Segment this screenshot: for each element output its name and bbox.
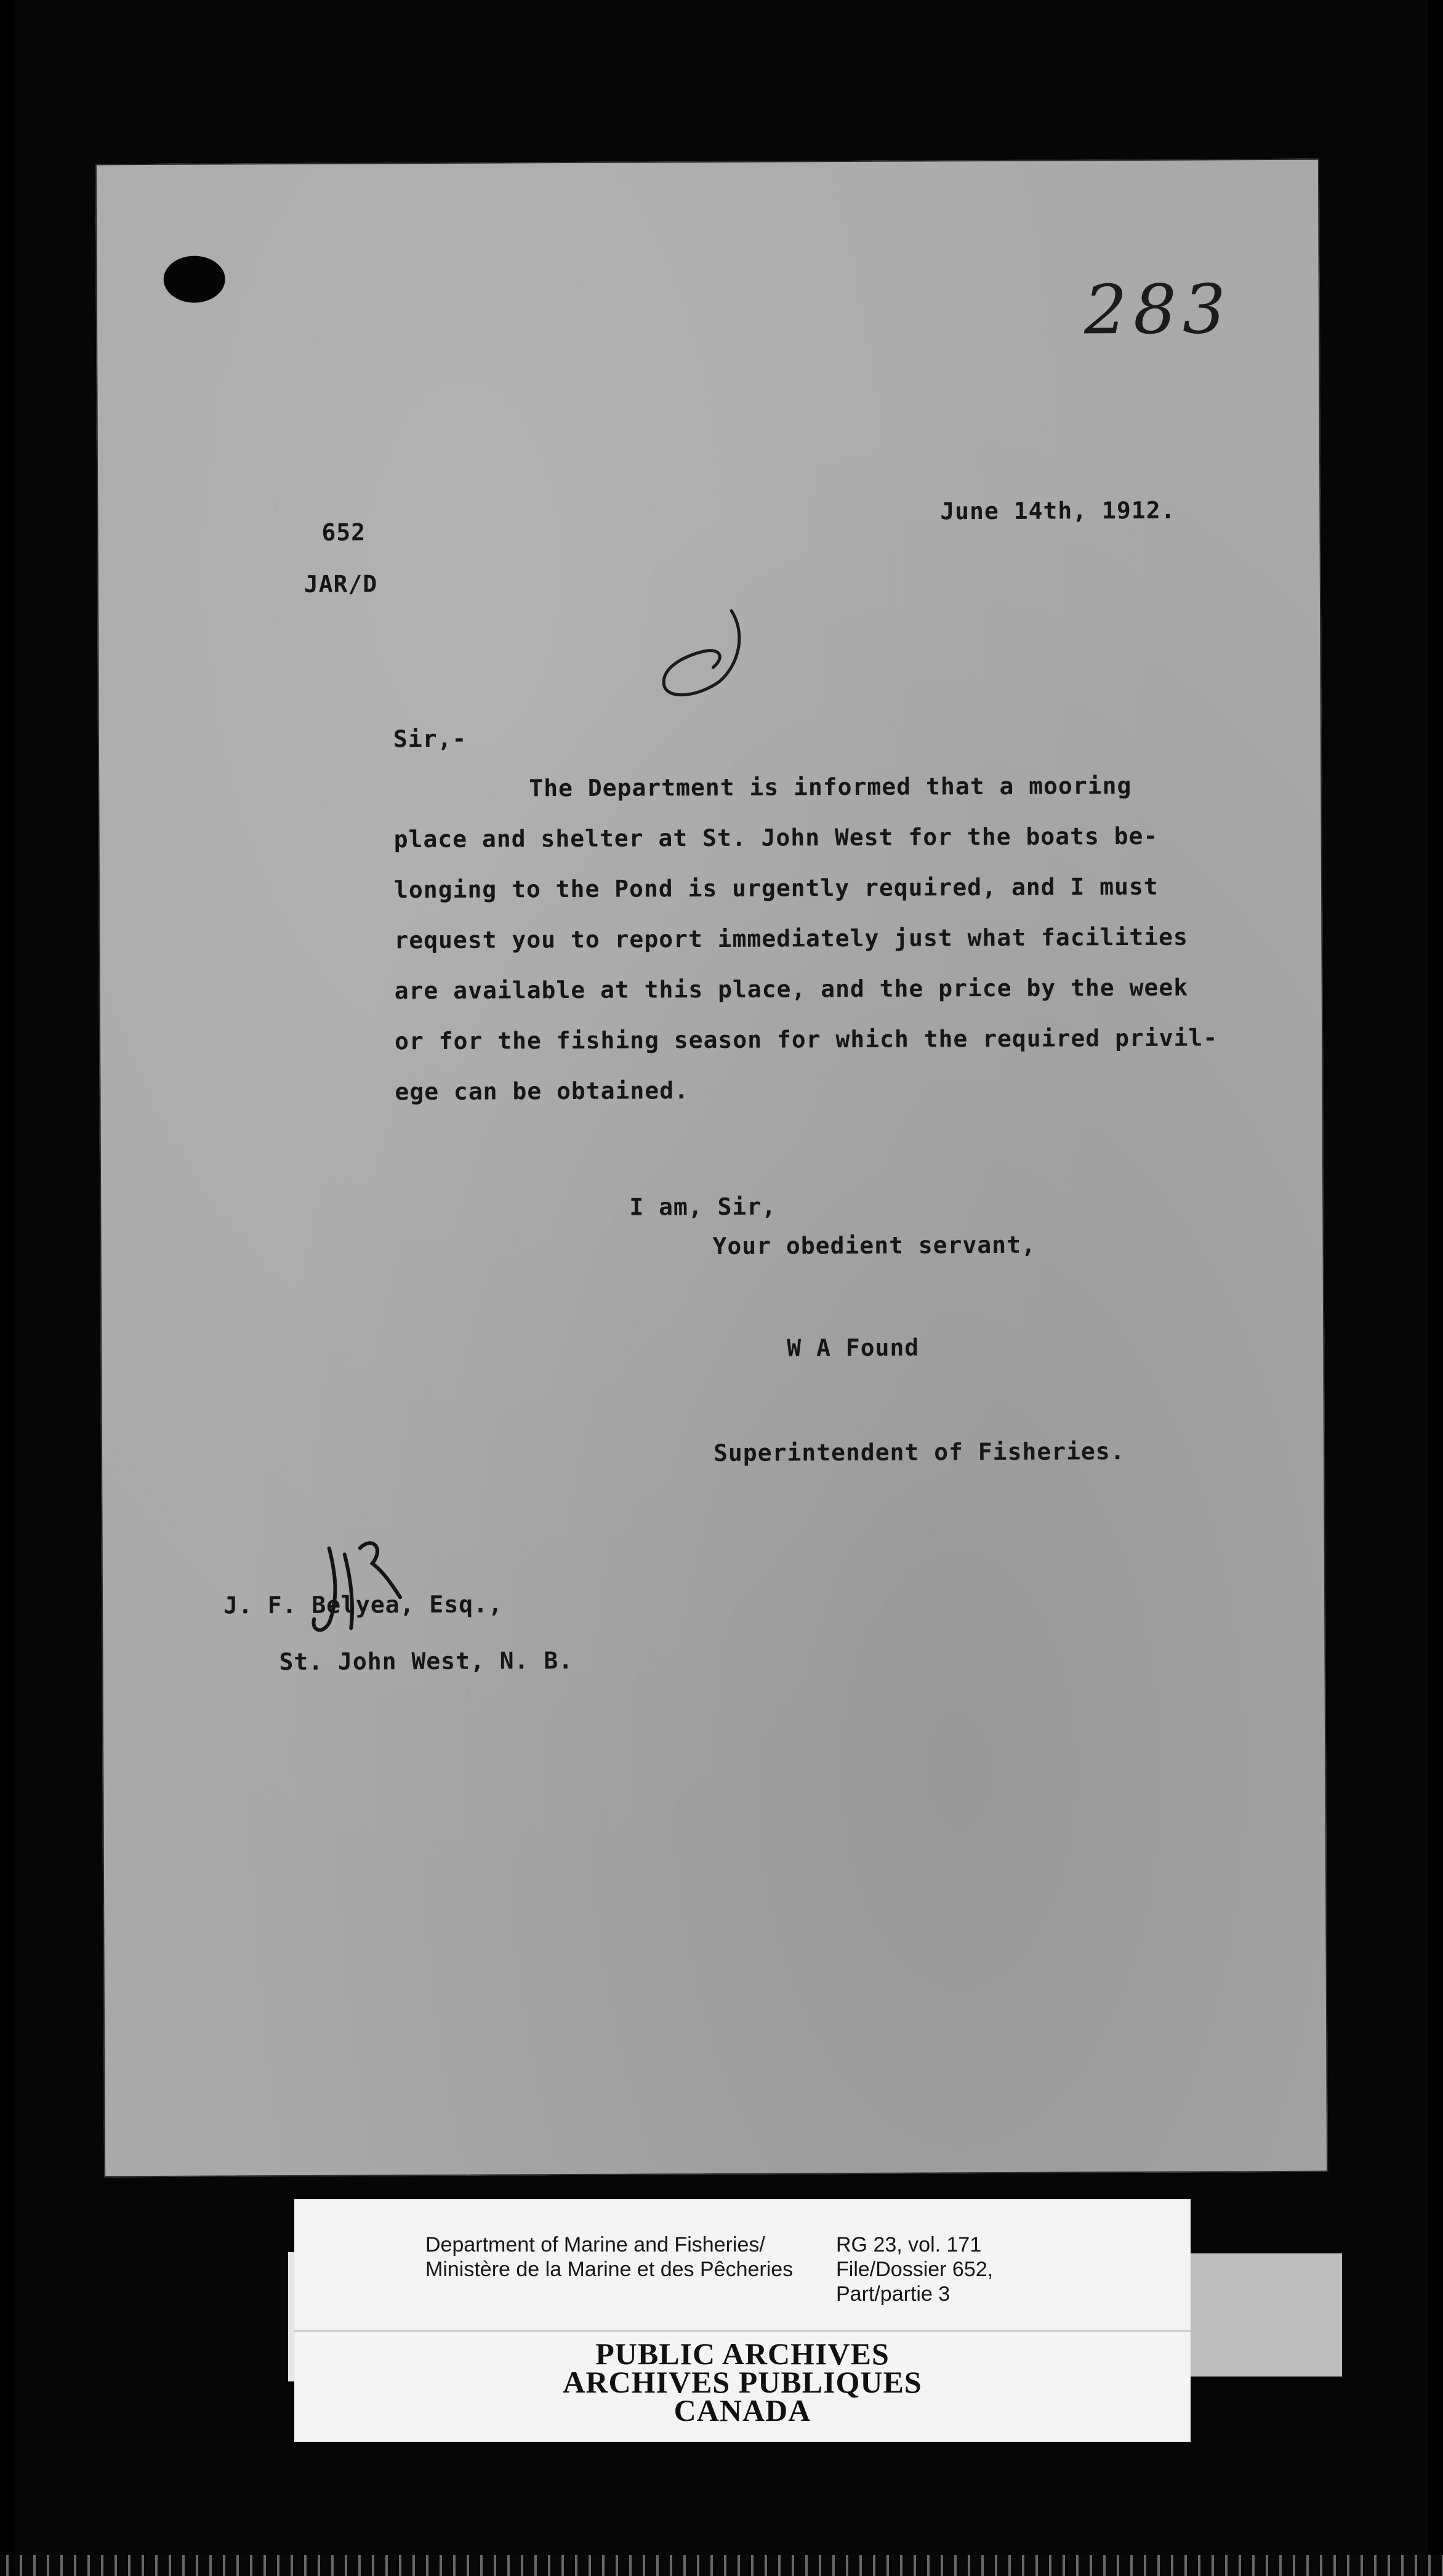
signature: W A Found [787, 1334, 920, 1362]
salutation: Sir,- [393, 725, 467, 753]
body-line: are available at this place, and the price by the week [394, 973, 1189, 1005]
department-en: Department of Marine and Fisheries/ [425, 2233, 765, 2256]
archive-label [294, 2199, 1191, 2442]
body-line: or for the fishing season for which the required privil- [395, 1024, 1218, 1055]
letter-sheet [95, 159, 1328, 2178]
heading-en: PUBLIC ARCHIVES [595, 2337, 890, 2371]
punch-hole [164, 256, 225, 302]
body-line: longing to the Pond is urgently required, and I must [393, 872, 1159, 904]
body-line: The Department is informed that a mooring [529, 772, 1132, 802]
heading-fr: ARCHIVES PUBLIQUES [563, 2365, 922, 2399]
part: Part/partie 3 [836, 2282, 951, 2306]
letter-body [393, 759, 1355, 1117]
label-divider [294, 2330, 1191, 2332]
archive-reference [836, 2232, 993, 2306]
film-edge-left [0, 0, 15, 2576]
page-number: 283 [1083, 270, 1232, 350]
heading-country: CANADA [673, 2393, 811, 2428]
addressee-place: St. John West, N. B. [279, 1646, 574, 1676]
film-edge-right [1428, 0, 1443, 2576]
archive-department [425, 2232, 793, 2282]
signatory-title: Superintendent of Fisheries. [713, 1438, 1125, 1467]
letter-date: June 14th, 1912. [940, 496, 1176, 525]
body-line: place and shelter at St. John West for the boats be- [393, 822, 1159, 853]
handwritten-mark-icon [639, 598, 763, 741]
archives-heading [294, 2337, 1191, 2428]
body-line: request you to report immediately just what facilities [394, 923, 1188, 954]
closing-servant: Your obedient servant, [712, 1231, 1036, 1260]
film-sprocket-strip [0, 2555, 1443, 2576]
file-reference: 652 [321, 518, 366, 546]
body-line: ege can be obtained. [395, 1077, 689, 1106]
rg-volume: RG 23, vol. 171 [836, 2233, 982, 2256]
typist-initials: JAR/D [303, 570, 378, 598]
file-dossier: File/Dossier 652, [836, 2258, 994, 2281]
addressee-name: J. F. Belyea, Esq., [223, 1590, 503, 1619]
department-fr: Ministère de la Marine et des Pêcheries [425, 2258, 794, 2281]
label-tab-right [1188, 2253, 1342, 2377]
closing-line: I am, Sir, [629, 1193, 777, 1221]
